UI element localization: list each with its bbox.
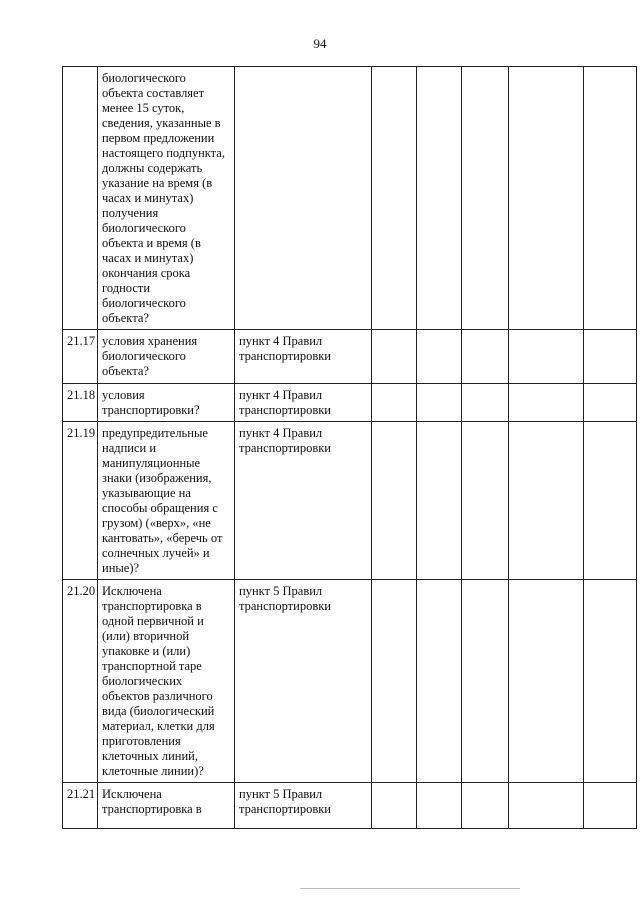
answer-yes-cell	[372, 580, 417, 783]
row-number	[63, 67, 98, 330]
reference-cell: пункт 4 Правил транспортировки	[235, 330, 372, 384]
scan-edge-line	[300, 888, 520, 889]
extra-cell	[584, 580, 637, 783]
table-row	[63, 422, 637, 580]
question-cell: биологического объекта составляет менее 15 суток, сведения, указанные в первом предложении настоящего подпункта, должны содержать указание на время (в часах и минутах) получения биологического объекта и время (в часах и минутах) окончания срока годности биологического объекта?	[98, 67, 235, 330]
reference-cell: пункт 4 Правил транспортировки	[235, 422, 372, 580]
answer-no-cell	[417, 384, 462, 422]
notes-cell	[509, 330, 584, 384]
row-number: 21.18	[63, 384, 98, 422]
row-number: 21.20	[63, 580, 98, 783]
question-cell: условия хранения биологического объекта?	[98, 330, 235, 384]
answer-no-cell	[417, 422, 462, 580]
row-number: 21.21	[63, 783, 98, 829]
extra-cell	[584, 384, 637, 422]
row-number: 21.17	[63, 330, 98, 384]
table-row	[63, 783, 637, 829]
answer-na-cell	[462, 783, 509, 829]
answer-na-cell	[462, 422, 509, 580]
notes-cell	[509, 580, 584, 783]
answer-no-cell	[417, 67, 462, 330]
notes-cell	[509, 422, 584, 580]
page-number: 94	[313, 36, 327, 51]
answer-yes-cell	[372, 783, 417, 829]
reference-cell: пункт 5 Правил транспортировки	[235, 580, 372, 783]
answer-yes-cell	[372, 384, 417, 422]
answer-yes-cell	[372, 330, 417, 384]
table-row	[63, 330, 637, 384]
answer-na-cell	[462, 384, 509, 422]
answer-no-cell	[417, 783, 462, 829]
extra-cell	[584, 783, 637, 829]
answer-no-cell	[417, 330, 462, 384]
reference-cell: пункт 5 Правил транспортировки	[235, 783, 372, 829]
notes-cell	[509, 783, 584, 829]
reference-cell: пункт 4 Правил транспортировки	[235, 384, 372, 422]
extra-cell	[584, 422, 637, 580]
question-cell: Исключена транспортировка в одной первичной и (или) вторичной упаковке и (или) транспортной таре биологических объектов различного вида (биологический материал, клетки для приготовления клеточных линий, клеточные линии)?	[98, 580, 235, 783]
question-cell: предупредительные надписи и манипуляционные знаки (изображения, указывающие на способы обращения с грузом) («верх», «не кантовать», «беречь от солнечных лучей» и иные)?	[98, 422, 235, 580]
extra-cell	[584, 330, 637, 384]
question-cell: Исключена транспортировка в	[98, 783, 235, 829]
row-number: 21.19	[63, 422, 98, 580]
answer-no-cell	[417, 580, 462, 783]
answer-yes-cell	[372, 67, 417, 330]
question-cell: условия транспортировки?	[98, 384, 235, 422]
reference-cell	[235, 67, 372, 330]
table-row	[63, 67, 637, 330]
checklist-table	[62, 66, 637, 829]
notes-cell	[509, 67, 584, 330]
extra-cell	[584, 67, 637, 330]
table-row	[63, 580, 637, 783]
answer-na-cell	[462, 67, 509, 330]
table-row	[63, 384, 637, 422]
answer-na-cell	[462, 580, 509, 783]
answer-na-cell	[462, 330, 509, 384]
notes-cell	[509, 384, 584, 422]
answer-yes-cell	[372, 422, 417, 580]
